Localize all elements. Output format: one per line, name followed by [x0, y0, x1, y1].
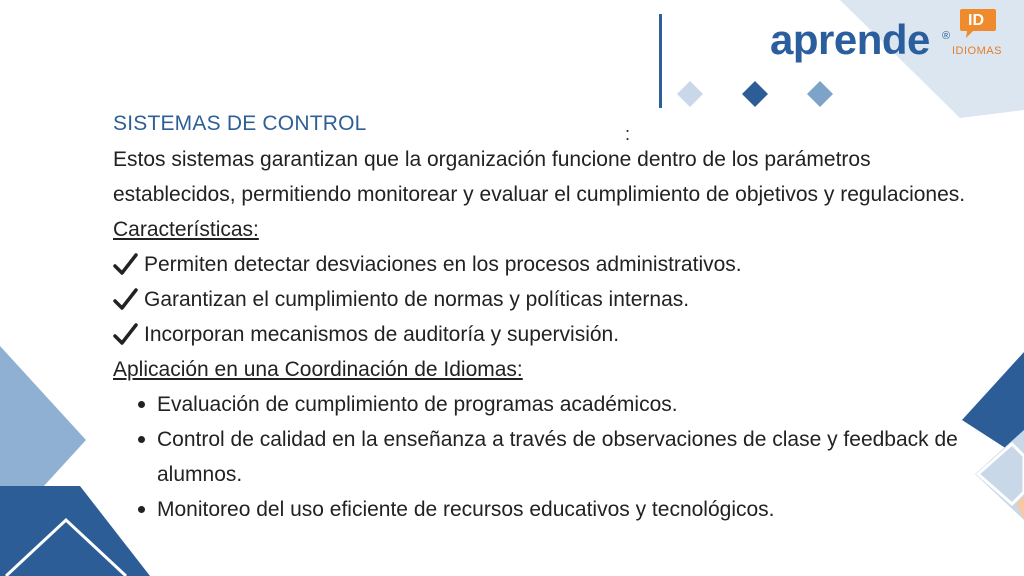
characteristic-text: Permiten detectar desviaciones en los procesos administrativos.	[144, 253, 742, 276]
stray-colon: :	[625, 124, 631, 144]
list-item	[113, 422, 993, 492]
application-list	[113, 387, 993, 527]
check-mark-icon	[113, 287, 138, 312]
check-mark-icon	[113, 252, 138, 277]
slide-content	[113, 142, 993, 527]
characteristics-heading: Características:	[113, 218, 259, 241]
diamond-light	[677, 81, 703, 107]
logo-registered-mark: ®	[942, 30, 951, 42]
list-item	[113, 387, 993, 422]
logo-subtitle: IDIOMAS	[952, 45, 1002, 57]
list-item	[113, 492, 993, 527]
application-text: Control de calidad en la enseñanza a través de observaciones de clase y feedback de alumnos.	[157, 428, 958, 486]
bullet-icon	[138, 436, 145, 443]
bullet-icon	[138, 506, 145, 513]
diamond-mid	[807, 81, 833, 107]
application-text: Evaluación de cumplimiento de programas académicos.	[157, 393, 678, 416]
characteristic-item	[113, 247, 993, 282]
vertical-divider	[659, 14, 662, 108]
intro-paragraph: Estos sistemas garantizan que la organización funcione dentro de los parámetros establecidos, permitiendo monitorear y evaluar el cumplimiento de objetivos y regulaciones.	[113, 148, 966, 206]
logo-wordmark: aprende	[770, 16, 930, 63]
application-text: Monitoreo del uso eficiente de recursos educativos y tecnológicos.	[157, 498, 775, 521]
slide-title: SISTEMAS DE CONTROL	[113, 112, 367, 135]
characteristic-text: Incorporan mecanismos de auditoría y supervisión.	[144, 323, 620, 346]
bullet-icon	[138, 401, 145, 408]
diamond-dark	[742, 81, 768, 107]
characteristic-item	[113, 317, 993, 352]
application-heading: Aplicación en una Coordinación de Idiomas:	[113, 358, 523, 381]
characteristic-text: Garantizan el cumplimiento de normas y políticas internas.	[144, 288, 690, 311]
characteristic-item	[113, 282, 993, 317]
logo-badge-text: ID	[968, 12, 984, 29]
check-mark-icon	[113, 322, 138, 347]
